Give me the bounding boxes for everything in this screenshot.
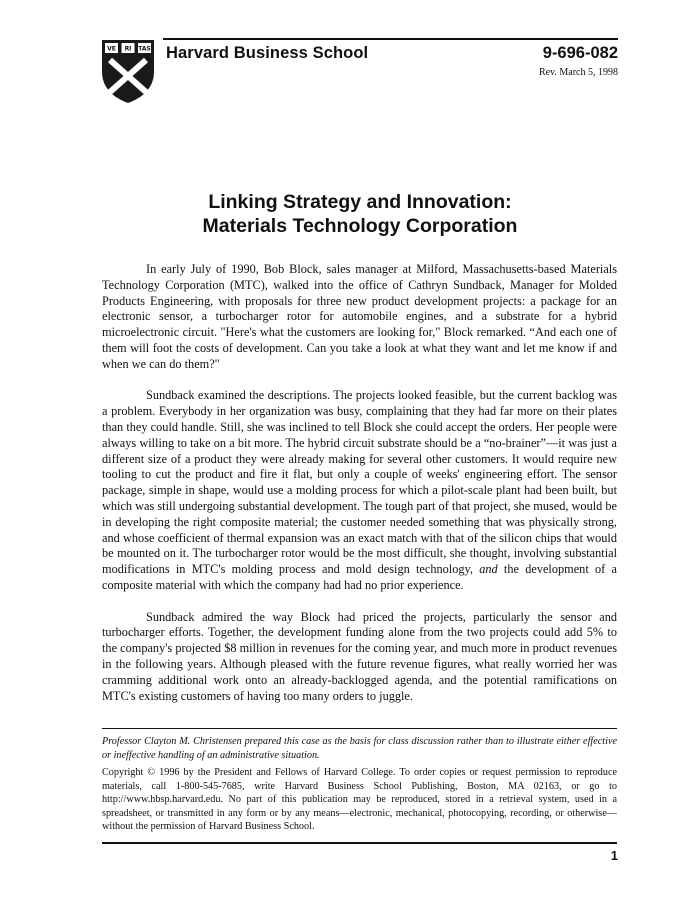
paragraph-2 xyxy=(102,388,617,593)
document-title xyxy=(100,190,620,238)
logo-letters-tas: TAS xyxy=(138,45,151,53)
paragraph-3: Sundback admired the way Block had priced the projects, particularly the sensor and turbocharger efforts. Together, the development funding alone from the two projects could add 5% to the company's projected $8 million in revenues for the coming year, and much more in product revenues in the following years. Although pleased with the future revenue figures, what really worried her was cramming additional work onto an already-backlogged agenda, and the potential ramifications on MTC's existing customers of having too many orders to juggle. xyxy=(102,609,617,703)
logo-letters-ve: VE xyxy=(107,45,116,53)
harvard-shield-logo xyxy=(100,38,156,104)
paragraph-2-emphasis: and xyxy=(479,562,498,577)
logo-letters-ri: RI xyxy=(124,45,132,53)
footer-rule-top xyxy=(102,728,617,729)
case-number: 9-696-082 xyxy=(542,44,618,62)
title-line-1: Linking Strategy and Innovation: xyxy=(208,191,512,213)
copyright-notice: Copyright © 1996 by the President and Fellows of Harvard College. To order copies or request permission to reproduce materials, call 1-800-545-7685, write Harvard Business School Publishing, Boston, MA 02163, or go to http://www.hbsp.harvard.edu. No part of this publication may be reproduced, stored in a retrieval system, used in a spreadsheet, or transmitted in any form or by any means—electronic, mechanical, photocopying, recording, or otherwise—without the permission of Harvard Business School. xyxy=(102,767,617,833)
header-rule xyxy=(163,38,618,40)
body-text xyxy=(102,262,617,720)
revision-date: Rev. March 5, 1998 xyxy=(538,67,618,78)
paragraph-2-text-a: Sundback examined the descriptions. The projects looked feasible, but the current backlog was a problem. Everybody in her organization was busy, complaining that they had far more on their plates than they could handle. Still, she was inclined to tell Block she could accept the orders. Her people were always willing to take on a bit more. The hybrid circuit substrate should be a “no-brainer”—it was just a different size of a product they were already making for several other customers. It would require new tooling to cut the product and fire it flat, but only a couple of weeks' engineering effort. The sensor package, simple in shape, would use a molding process for which a pilot-scale plant had been built, but which was still undergoing substantial development. The tough part of that project, she mused, would be in developing the right composite material; the customer needed something that was physically strong, and whose coefficient of thermal expansion was an exact match with that of the silicon chips that would be mounted on it. The turbocharger rotor would be the most difficult, she thought, involving substantial modifications in MTC's molding process and mold design technology, xyxy=(102,388,617,577)
title-line-2: Materials Technology Corporation xyxy=(202,215,518,237)
page-number: 1 xyxy=(610,848,618,863)
author-note: Professor Clayton M. Christensen prepared this case as the basis for class discussion rather than to illustrate either effective or ineffective handling of an administrative situation. xyxy=(102,736,617,761)
footer-rule-bottom xyxy=(102,842,617,844)
paragraph-1: In early July of 1990, Bob Block, sales manager at Milford, Massachusetts-based Materials Technology Corporation (MTC), walked into the office of Cathryn Sundback, Manager for Molded Products Engineering, with proposals for three new product development projects: a package for an electronic sensor, a turbocharger rotor for automobile engines, and a substrate for a hybrid microelectronic circuit. "Here's what the customers are looking for," Block remarked. “And each one of them will foot the costs of development. Can you take a look at what they want and let me know if and when we can do them?" xyxy=(102,262,617,371)
school-name: Harvard Business School xyxy=(166,44,369,62)
paragraph-2-text-b: the development of a composite material with which the company had had no prior experience. xyxy=(102,562,617,592)
